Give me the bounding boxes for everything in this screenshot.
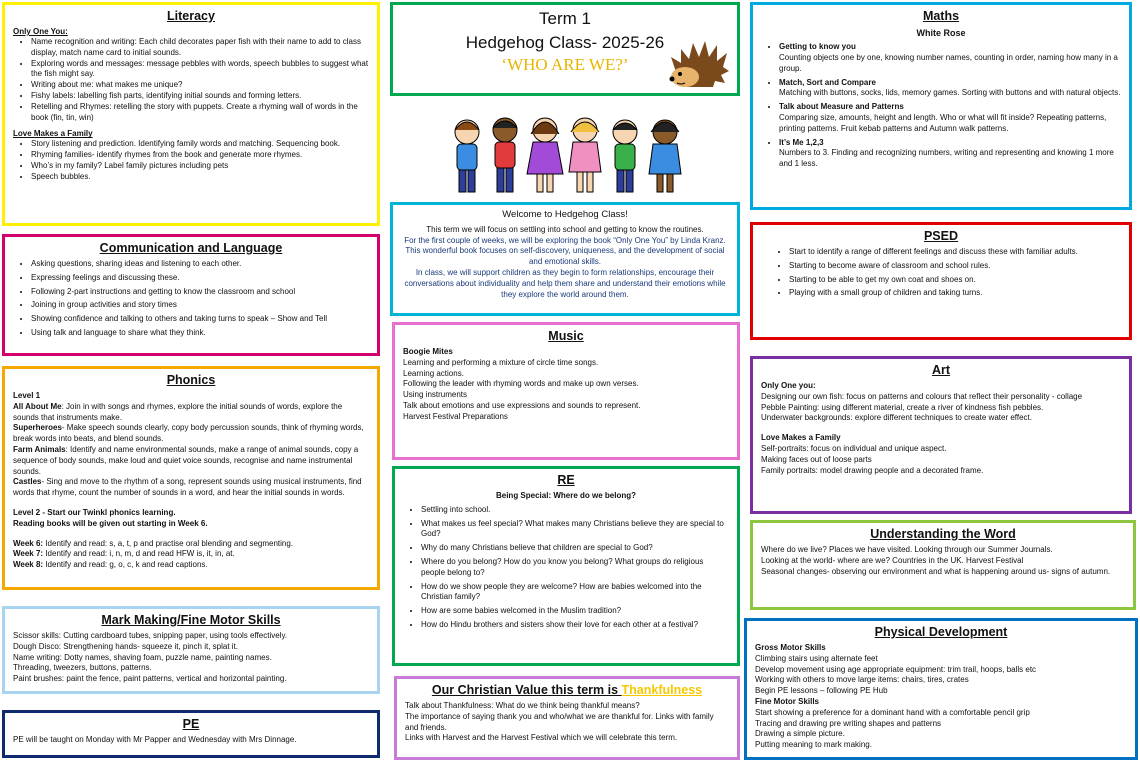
phonics-level-2: Level 2 - Start our Twinkl phonics learning.: [13, 507, 176, 517]
list-item: • Getting to know you: [779, 42, 1121, 53]
art-line: Self-portraits: focus on individual and unique aspect.: [761, 443, 947, 453]
phonics-week: Week 8: Identify and read: g, o, c, k and read captions.: [13, 560, 208, 570]
list-item: • Writing about me: what makes me unique?: [31, 80, 369, 91]
list-item: • Who’s in my family? Label family pictures including pets: [31, 161, 369, 172]
children-illustration: [445, 110, 689, 200]
pe-text: PE will be taught on Monday with Mr Papper and Wednesday with Mrs Dinnage.: [13, 735, 297, 744]
christian-value-word: Thankfulness: [621, 683, 703, 697]
literacy-list-2: [13, 139, 369, 182]
welcome-heading: Welcome to Hedgehog Class!: [502, 209, 628, 220]
music-heading: Music: [548, 329, 584, 343]
maths-desc: Matching with buttons, socks, lids, memory games. Sorting with buttons and with natural objects.: [779, 88, 1121, 98]
theme-title: ‘WHO ARE WE?’: [501, 55, 629, 74]
art-panel: [750, 356, 1132, 514]
list-item: • Asking questions, sharing ideas and listening to each other.: [31, 259, 369, 270]
literacy-panel: [2, 2, 380, 226]
art-heading: Art: [931, 363, 951, 377]
utw-line: Where do we live? Places we have visited. Looking through our Summer Journals.: [761, 545, 1053, 554]
music-line: Talk about emotions and use expressions and sounds to represent.: [403, 400, 641, 410]
art-line: Pebble Painting: using different material, create a river of kindness fish pebbles.: [761, 402, 1044, 412]
pd-line: Develop movement using age appropriate equipment: trim trail, hoops, balls etc: [755, 664, 1037, 674]
pd-line: Climbing stairs using alternate feet: [755, 653, 878, 663]
phonics-heading: Phonics: [166, 373, 216, 387]
understanding-world-panel: [750, 520, 1136, 610]
list-item: • Expressing feelings and discussing these.: [31, 273, 369, 284]
welcome-line: For the first couple of weeks, we will be exploring the book “Only One You” by Linda Kranz. This wonderful book focuses on self-discovery, uniqueness, and the development of social and emotional skills.: [404, 235, 726, 267]
list-item: • Joining in group activities and story times: [31, 300, 369, 311]
utw-line: Seasonal changes- observing our environment and what is happening around us- signs of autumn.: [761, 566, 1111, 576]
list-item: • Story listening and prediction. Identifying family words and matching. Sequencing book.: [31, 139, 369, 150]
music-panel: [392, 322, 740, 460]
phonics-week: Week 7: Identify and read: i, n, m, d and read HFW is, it, in, at.: [13, 549, 235, 559]
utw-line: Looking at the world- where are we? Countries in the UK. Harvest Festival: [761, 555, 1024, 565]
christian-value-heading: Our Christian Value this term is Thankfulness: [431, 683, 703, 697]
list-item: • What makes us feel special? What makes many Christians believe they are special to God?: [421, 519, 729, 541]
mark-line: Name writing: Dotty names, shaving foam, puzzle name, painting names.: [13, 652, 272, 662]
psed-list: [761, 247, 1121, 299]
list-item: • Name recognition and writing: Each child decorates paper fish with their name to add to class display, match name card to initial sounds.: [31, 37, 369, 59]
list-item: • Showing confidence and talking to others and taking turns to speak – Show and Tell: [31, 314, 369, 325]
list-item: • Match, Sort and Compare: [779, 78, 1121, 89]
title-panel: [390, 2, 740, 96]
maths-list: [761, 42, 1121, 170]
welcome-line: In class, we will support children as they begin to form relationships, encourage their conversations about individuality and help them share and understand their emotions while they explore the world around them.: [404, 268, 726, 299]
list-item: • How do Hindu brothers and sisters show their love for each other at a festival?: [421, 620, 729, 631]
phonics-level-1: Level 1: [13, 391, 41, 400]
literacy-section-title: Love Makes a Family: [13, 129, 93, 139]
psed-heading: PSED: [923, 229, 959, 243]
music-line: Harvest Festival Preparations: [403, 411, 508, 421]
welcome-panel: [390, 202, 740, 316]
pd-line: Begin PE lessons – following PE Hub: [755, 686, 888, 696]
physical-development-heading: Physical Development: [874, 625, 1008, 639]
mark-line: Threading, tweezers, buttons, patterns.: [13, 663, 152, 673]
music-line: Following the leader with rhyming words and make up own verses.: [403, 379, 639, 389]
literacy-heading: Literacy: [167, 9, 215, 23]
communication-heading: Communication and Language: [99, 241, 283, 255]
music-line: Learning and performing a mixture of circle time songs.: [403, 357, 599, 367]
list-item: • Settling into school.: [421, 505, 729, 516]
list-item: • Talk about Measure and Patterns: [779, 102, 1121, 113]
maths-panel: [750, 2, 1132, 210]
class-title: Hedgehog Class- 2025-26: [465, 33, 665, 52]
phonics-item: Farm Animals: Identify and name environmental sounds, make a range of animal sounds, copy a sequence of body sounds, make loud and quiet voice sounds, recognise and name instrumental sounds.: [13, 444, 359, 476]
maths-desc: Numbers to 3. Finding and recognizing numbers, writing and representing and knowing 1 more and 1 less.: [779, 148, 1114, 169]
list-item: • Start to identify a range of different feelings and discuss these with familiar adults.: [789, 247, 1121, 258]
phonics-item: Castles- Sing and move to the rhythm of a song, represent sounds using musical instruments, find words that rhyme, count the number of sounds in a word, and hear the initial sounds in words.: [13, 477, 362, 498]
mark-making-heading: Mark Making/Fine Motor Skills: [101, 613, 281, 627]
maths-heading: Maths: [922, 9, 960, 23]
maths-desc: Comparing size, amounts, height and length. Who or what will fit inside? Repeating patterns, printing patterns. Fruit kebab patterns and Autumn walk patterns.: [779, 112, 1107, 133]
phonics-panel: [2, 366, 380, 590]
pd-line: Start showing a preference for a dominant hand with a comfortable pencil grip: [755, 707, 1030, 717]
pd-line: Putting meaning to mark making.: [755, 740, 872, 750]
list-item: • Where do you belong? How do you know you belong? What groups do religious people belong to?: [421, 557, 729, 579]
art-line: Designing our own fish: focus on patterns and colours that reflect their personality - collage: [761, 391, 1083, 401]
pe-panel: [2, 710, 380, 758]
re-subtitle: Being Special: Where do we belong?: [495, 491, 636, 500]
phonics-item: Superheroes- Make speech sounds clearly, copy body percussion sounds, think of rhyming words, break words into beats, and blend sounds.: [13, 423, 364, 444]
pd-line: Working with others to move large items: chairs, tires, crates: [755, 675, 969, 685]
hedgehog-icon: [667, 39, 731, 91]
maths-subtitle: White Rose: [916, 28, 966, 38]
list-item: • Why do many Christians believe that children are special to God?: [421, 543, 729, 554]
pd-subtitle: Gross Motor Skills: [755, 643, 826, 652]
list-item: • It’s Me 1,2,3: [779, 138, 1121, 149]
art-line: Family portraits: model drawing people and a decorated frame.: [761, 465, 984, 475]
phonics-week: Week 6: Identify and read: s, a, t, p and practise oral blending and segmenting.: [13, 538, 294, 548]
maths-desc: Counting objects one by one, knowing number names, counting in order, naming how many in a group.: [779, 52, 1118, 73]
list-item: • Retelling and Rhymes: retelling the story with puppets. Create a rhyming wall of words in the book (fin, tin, win): [31, 102, 369, 124]
list-item: • Speech bubbles.: [31, 172, 369, 183]
art-line: Making faces out of loose parts: [761, 454, 872, 464]
list-item: • How are some babies welcomed in the Muslim tradition?: [421, 606, 729, 617]
music-line: Using instruments: [403, 390, 468, 400]
list-item: • Fishy labels: labelling fish parts, identifying initial sounds and forming letters.: [31, 91, 369, 102]
literacy-list: [13, 37, 369, 123]
phonics-item: All About Me: Join in with songs and rhymes, explore the initial sounds of words, explore the sounds that instruments make.: [13, 401, 343, 422]
music-line: Learning actions.: [403, 368, 464, 378]
welcome-line: This term we will focus on settling into school and getting to know the routines.: [426, 224, 704, 234]
music-subtitle: Boogie Mites: [403, 347, 453, 356]
list-item: • Starting to become aware of classroom and school rules.: [789, 261, 1121, 272]
list-item: • Following 2-part instructions and getting to know the classroom and school: [31, 287, 369, 298]
pd-line: Tracing and drawing pre writing shapes and patterns: [755, 718, 942, 728]
list-item: • Rhyming families- identify rhymes from the book and generate more rhymes.: [31, 150, 369, 161]
mark-line: Scissor skills: Cutting cardboard tubes, snipping paper, using tools effectively.: [13, 631, 288, 640]
art-subtitle: Love Makes a Family: [761, 433, 841, 443]
art-subtitle: Only One you:: [761, 381, 816, 390]
psed-panel: [750, 222, 1132, 340]
christian-line: Links with Harvest and the Harvest Festival which we will celebrate this term.: [405, 733, 678, 743]
re-heading: RE: [557, 473, 575, 487]
list-item: • Playing with a small group of children and taking turns.: [789, 288, 1121, 299]
mark-making-panel: [2, 606, 380, 694]
term-title: Term 1: [539, 9, 591, 28]
list-item: • Starting to be able to get my own coat and shoes on.: [789, 275, 1121, 286]
list-item: • Using talk and language to share what they think.: [31, 328, 369, 339]
christian-line: The importance of saying thank you and who/what we are thankful for. Links with family and friends.: [405, 711, 714, 732]
re-list: [403, 505, 729, 631]
physical-development-panel: [744, 618, 1138, 760]
list-item: • How do we show people they are welcome? How are babies welcomed into the Christian family?: [421, 582, 729, 604]
children-group-icon: [445, 110, 689, 200]
communication-list: [13, 259, 369, 339]
list-item: • Exploring words and messages: message pebbles with words, speech bubbles to suggest what the fish might say.: [31, 59, 369, 81]
art-line: Underwater backgrounds: explore different techniques to create water effect.: [761, 413, 1032, 423]
phonics-books: Reading books will be given out starting in Week 6.: [13, 518, 208, 528]
communication-panel: [2, 234, 380, 356]
christian-value-panel: [394, 676, 740, 760]
literacy-section-title: Only One You:: [13, 27, 68, 36]
pd-subtitle: Fine Motor Skills: [755, 696, 820, 706]
christian-line: Talk about Thankfulness: What do we think being thankful means?: [405, 701, 640, 710]
mark-line: Dough Disco: Strengthening hands- squeeze it, pinch it, splat it.: [13, 641, 239, 651]
understanding-world-heading: Understanding the Word: [870, 527, 1016, 541]
pe-heading: PE: [182, 717, 200, 731]
re-panel: [392, 466, 740, 666]
mark-line: Paint brushes: paint the fence, paint patterns, vertical and horizontal painting.: [13, 674, 287, 684]
pd-line: Drawing a simple picture.: [755, 729, 845, 739]
